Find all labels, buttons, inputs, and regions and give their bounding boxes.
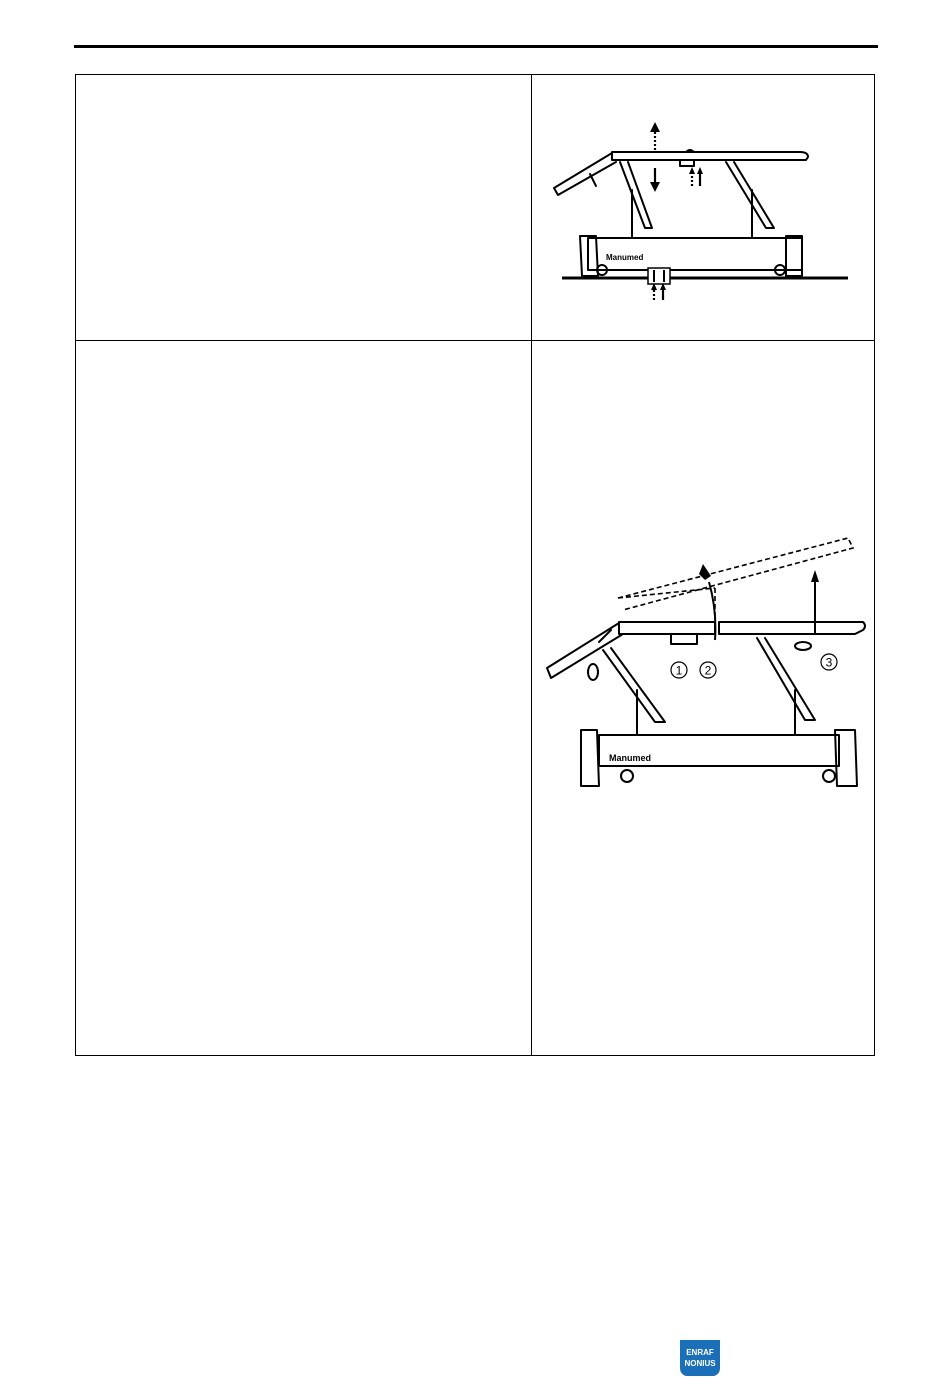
brand-label: Manumed — [606, 253, 644, 262]
enraf-nonius-logo — [676, 1338, 724, 1378]
callout-3: 3 — [825, 655, 833, 670]
logo-line2: NONIUS — [684, 1359, 716, 1368]
brand-label: Manumed — [609, 753, 652, 763]
callout-2: 2 — [704, 663, 712, 678]
header-rule — [74, 45, 878, 48]
logo-line1: ENRAF — [686, 1348, 714, 1357]
callout-1: 1 — [675, 663, 683, 678]
height-adjustment-figure — [530, 110, 860, 310]
table-row-divider — [76, 340, 874, 341]
tilt-adjustment-figure — [533, 530, 868, 795]
